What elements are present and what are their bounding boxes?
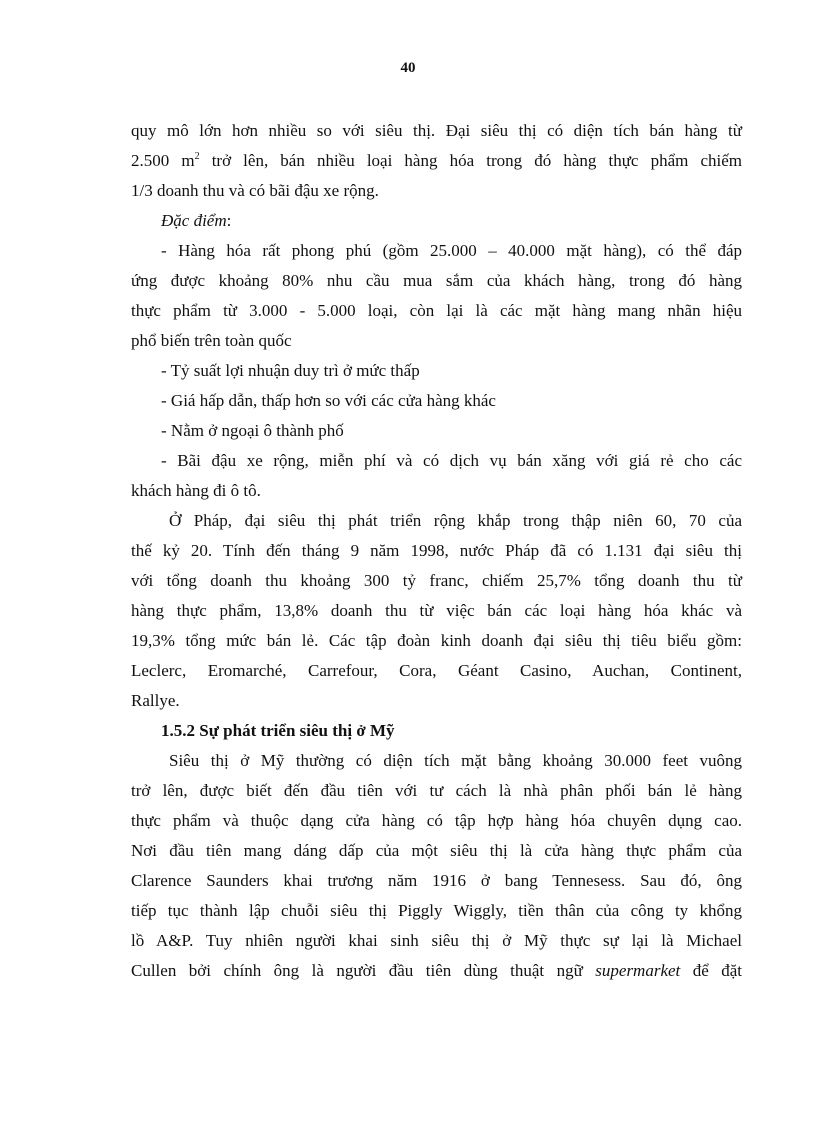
paragraph-line: [131, 956, 742, 986]
features-heading: [131, 206, 742, 236]
paragraph-line: Siêu thị ở Mỹ thường có diện tích mặt bằng khoảng 30.000 feet vuông: [169, 751, 742, 770]
heading-colon: :: [226, 211, 232, 230]
section-heading: 1.5.2 Sự phát triển siêu thị ở Mỹ: [161, 721, 395, 740]
paragraph-line: Clarence Saunders khai trương năm 1916 ở bang Tennesess. Sau đó, ông: [131, 871, 742, 890]
text-run: Cullen bởi chính ông là người đầu tiên dùng thuật ngữ: [131, 961, 596, 980]
paragraph-line: trở lên, được biết đến đầu tiên với tư cách là nhà phân phối bán lẻ hàng: [131, 781, 742, 800]
paragraph-line: quy mô lớn hơn nhiều so với siêu thị. Đại siêu thị có diện tích bán hàng từ: [131, 121, 742, 140]
paragraph-line: với tổng doanh thu khoảng 300 tỷ franc, chiếm 25,7% tổng doanh thu từ: [131, 571, 742, 590]
superscript: 2: [194, 151, 200, 162]
paragraph-line: thực phẩm và thuộc dạng cửa hàng có tập hợp hàng hóa chuyên dụng cao.: [131, 811, 742, 830]
bullet-line: ứng được khoảng 80% nhu cầu mua sắm của khách hàng, trong đó hàng: [131, 271, 742, 290]
bullet-line: - Bãi đậu xe rộng, miễn phí và có dịch vụ bán xăng với giá rẻ cho các: [161, 451, 742, 470]
page-body: [131, 116, 742, 986]
text-run: để đặt: [680, 961, 742, 980]
paragraph-line: Rallye.: [131, 691, 180, 710]
bullet-line: - Hàng hóa rất phong phú (gồm 25.000 – 40.000 mặt hàng), có thể đáp: [161, 241, 742, 260]
features-heading-text: Đặc điểm: [161, 211, 227, 230]
paragraph-line: tiếp tục thành lập chuỗi siêu thị Piggly Wiggly, tiền thân của công ty khổng: [131, 901, 742, 920]
page-number: 40: [400, 60, 416, 76]
paragraph-line: Leclerc, Eromarché, Carrefour, Cora, Géant Casino, Auchan, Continent,: [131, 661, 742, 680]
paragraph-line: 19,3% tổng mức bán lẻ. Các tập đoàn kinh doanh đại siêu thị tiêu biểu gồm:: [131, 631, 742, 650]
bullet-line: thực phẩm từ 3.000 - 5.000 loại, còn lại là các mặt hàng mang nhãn hiệu: [131, 301, 742, 320]
bullet-line: - Giá hấp dẫn, thấp hơn so với các cửa hàng khác: [161, 391, 496, 410]
italic-term: supermarket: [595, 961, 681, 980]
bullet-line: - Nằm ở ngoại ô thành phố: [161, 421, 344, 440]
area-value: 2.500 m: [131, 151, 195, 170]
paragraph-line: 1/3 doanh thu và có bãi đậu xe rộng.: [131, 181, 379, 200]
bullet-line: - Tỷ suất lợi nhuận duy trì ở mức thấp: [161, 361, 420, 380]
paragraph-line: hàng thực phẩm, 13,8% doanh thu từ việc bán các loại hàng hóa khác và: [131, 601, 742, 620]
bullet-line: phổ biến trên toàn quốc: [131, 331, 292, 350]
paragraph-line: [131, 146, 742, 176]
paragraph-line: lồ A&P. Tuy nhiên người khai sinh siêu thị ở Mỹ thực sự lại là Michael: [131, 931, 742, 950]
paragraph-line: Ở Pháp, đại siêu thị phát triển rộng khắp trong thập niên 60, 70 của: [169, 511, 742, 530]
text-run: trở lên, bán nhiều loại hàng hóa trong đó hàng thực phẩm chiếm: [199, 151, 742, 170]
bullet-line: khách hàng đi ô tô.: [131, 481, 261, 500]
paragraph-line: thế kỷ 20. Tính đến tháng 9 năm 1998, nước Pháp đã có 1.131 đại siêu thị: [131, 541, 742, 560]
paragraph-line: Nơi đầu tiên mang dáng dấp của một siêu thị là cửa hàng thực phẩm của: [131, 841, 742, 860]
